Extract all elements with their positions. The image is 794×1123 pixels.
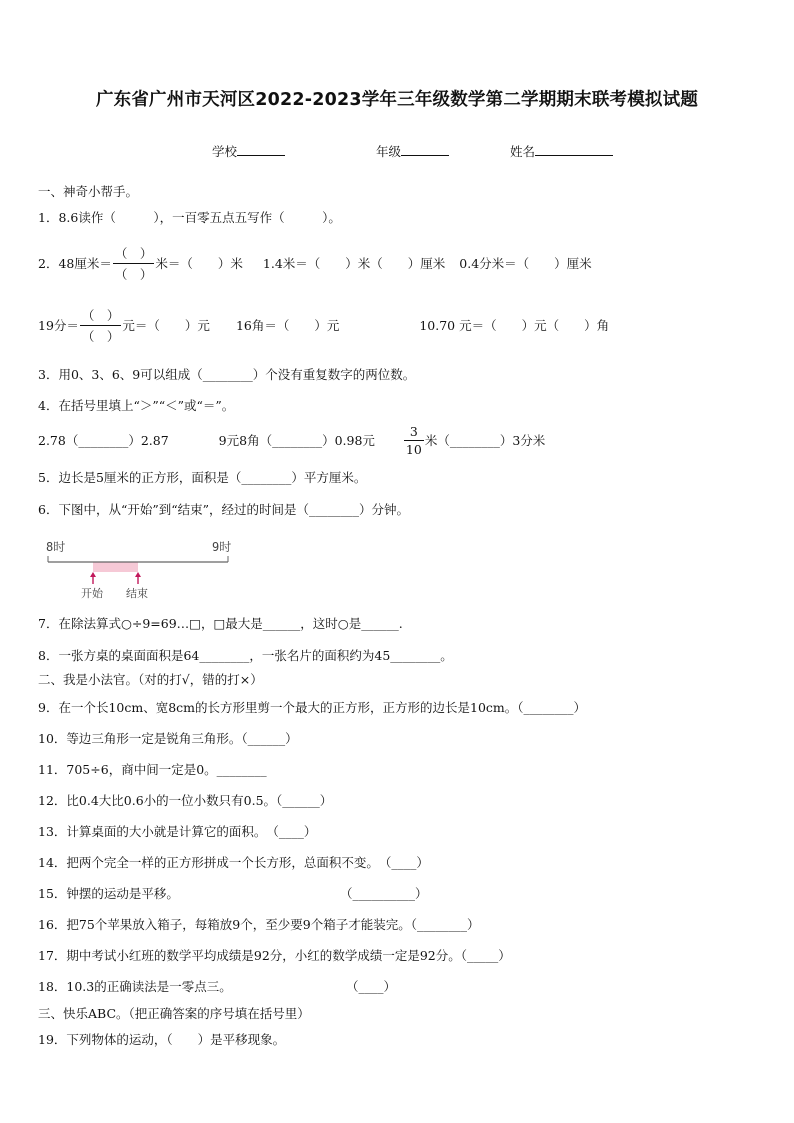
question-9: 9．在一个长10cm、宽8cm的长方形里剪一个最大的正方形，正方形的边长是10cm。（________） [38, 700, 587, 715]
question-4-items [38, 420, 545, 460]
q2-part-b: 米＝（ ）米 [155, 256, 243, 271]
q2-fraction-2 [80, 306, 122, 345]
fraction-denominator: （ ） [114, 266, 153, 282]
q2-part-a: 48厘米＝ [58, 256, 112, 271]
question-18: 18．10.3的正确读法是一零点三。 [38, 979, 232, 994]
school-field[interactable] [212, 142, 285, 160]
question-13: 13．计算桌面的大小就是计算它的面积。 （____） [38, 824, 317, 839]
school-blank[interactable] [237, 143, 285, 156]
fraction-numerator: （ ） [114, 245, 153, 261]
end-arrow-icon [135, 572, 141, 584]
timeline-figure [36, 534, 256, 602]
q2-part-e: 19分＝ [38, 318, 79, 333]
name-blank[interactable] [535, 143, 613, 156]
question-15: 15．钟摆的运动是平移。 [38, 886, 179, 901]
q4-fraction [404, 424, 424, 457]
timeline-start-hour: 8时 [46, 540, 66, 554]
grade-blank[interactable] [401, 143, 449, 156]
question-3: 3．用0、3、6、9可以组成（________）个没有重复数字的两位数。 [38, 367, 416, 382]
page-title: 广东省广州市天河区2022-2023学年三年级数学第二学期期末联考模拟试题 [95, 90, 699, 110]
start-arrow-icon [90, 572, 96, 584]
question-2-line-1 [38, 240, 592, 286]
question-6: 6．下图中，从“开始”到“结束”，经过的时间是（________）分钟。 [38, 502, 410, 517]
section-heading-2: 二、我是小法官。（对的打√，错的打×） [38, 672, 263, 687]
timeline-start-label: 开始 [81, 587, 103, 600]
section-heading-3: 三、快乐ABC。（把正确答案的序号填在括号里） [38, 1006, 310, 1021]
fraction-numerator: （ ） [81, 307, 120, 323]
question-8: 8．一张方桌的桌面面积是64________，一张名片的面积约为45________。 [38, 648, 453, 663]
q2-part-g: 16角＝（ ）元 [235, 318, 340, 333]
q4-item-b: 9元8角（________）0.98元 [218, 433, 375, 448]
q2-number: 2． [38, 256, 59, 271]
question-2-line-2 [38, 302, 609, 348]
q4-item-a: 2.78（________）2.87 [38, 433, 169, 448]
q2-part-f: 元＝（ ）元 [122, 318, 210, 333]
school-label: 学校 [212, 144, 238, 159]
q2-part-h: 10.70 元＝（ ）元（ ）角 [419, 318, 610, 333]
grade-field[interactable] [376, 142, 449, 160]
q2-part-d: 0.4分米＝（ ）厘米 [459, 256, 592, 271]
question-12: 12．比0.4大比0.6小的一位小数只有0.5。（______） [38, 793, 333, 808]
q2-fraction-1 [113, 244, 155, 283]
question-4-stem: 4．在括号里填上“＞”“＜”或“＝”。 [38, 398, 235, 413]
question-19: 19．下列物体的运动，（ ）是平移现象。 [38, 1032, 286, 1047]
question-10: 10．等边三角形一定是锐角三角形。（______） [38, 731, 298, 746]
question-5: 5．边长是5厘米的正方形，面积是（________）平方厘米。 [38, 470, 367, 485]
section-heading-1: 一、神奇小帮手。 [38, 184, 139, 199]
fraction-denominator: 10 [405, 441, 422, 457]
name-field[interactable] [510, 142, 613, 160]
fraction-numerator: 3 [409, 423, 418, 439]
question-16: 16．把75个苹果放入箱子，每箱放9个，至少要9个箱子才能装完。（________） [38, 917, 480, 932]
timeline-end-label: 结束 [126, 587, 148, 600]
question-18-answer: （____） [346, 979, 397, 994]
q4-item-c: 米（________）3分米 [424, 433, 546, 448]
question-17: 17．期中考试小红班的数学平均成绩是92分，小红的数学成绩一定是92分。（_____） [38, 948, 511, 963]
question-14: 14．把两个完全一样的正方形拼成一个长方形，总面积不变。 （____） [38, 855, 429, 870]
name-label: 姓名 [510, 144, 536, 159]
question-1: 1．8.6读作（ ），一百零五点五写作（ ）。 [38, 210, 341, 225]
question-11: 11．705÷6，商中间一定是0。________ [38, 762, 267, 777]
timeline-end-hour: 9时 [212, 540, 232, 554]
timeline-highlight [93, 562, 138, 572]
q2-part-c: 1.4米＝（ ）米（ ）厘米 [262, 256, 446, 271]
grade-label: 年级 [376, 144, 402, 159]
fraction-denominator: （ ） [81, 328, 120, 344]
question-15-answer: （__________） [340, 886, 428, 901]
question-7: 7．在除法算式○÷9=69…□，□最大是______，这时○是______. [38, 616, 403, 631]
